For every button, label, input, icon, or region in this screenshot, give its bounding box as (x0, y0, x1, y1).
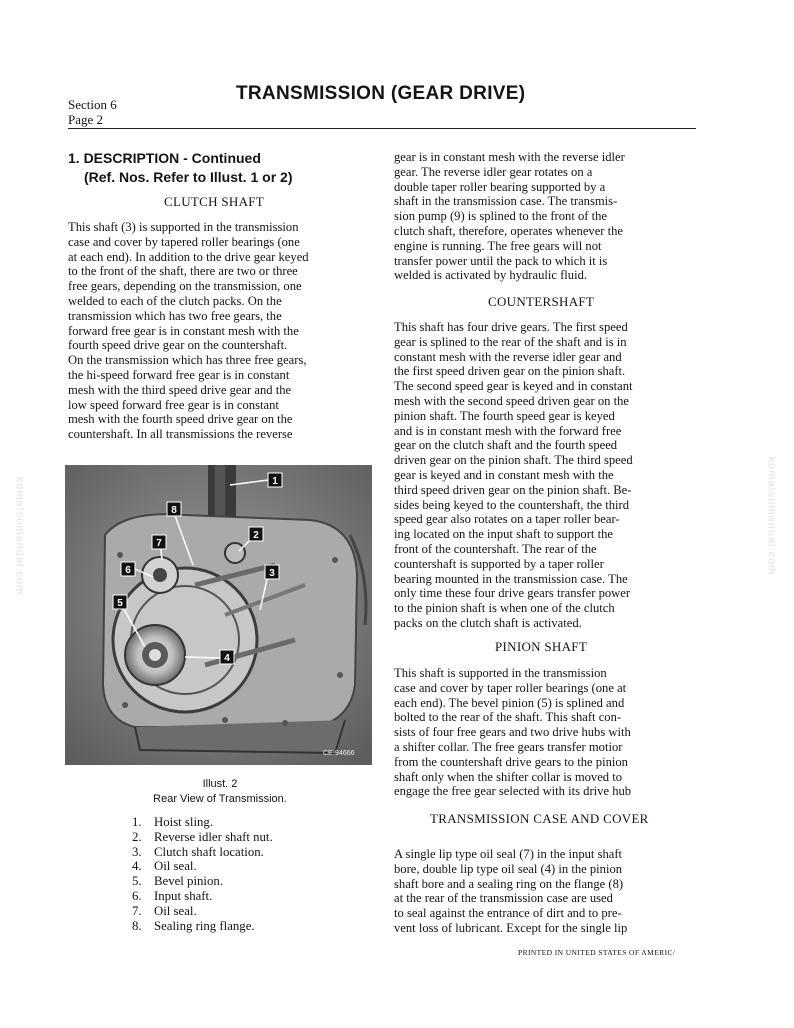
callout-3 (265, 565, 279, 579)
callout-7-label: 7 (156, 538, 162, 549)
callout-8 (167, 502, 181, 516)
legend-item: 8. Sealing ring flange. (132, 918, 255, 933)
callout-7 (152, 535, 166, 549)
legend-item: 1. Hoist sling. (132, 815, 214, 829)
case-cover-text: A single lip type oil seal (7) in the input shaft bore, double lip type oil seal (4) in the pinion shaft bore and a sealing ring on the flange (8) at the rear of the transmission case are used to seal against the entrance of dirt and to pre- vent loss of lubricant. Except for the single lip (394, 847, 628, 935)
callout-5-label: 5 (117, 598, 123, 609)
transmission-photo (65, 465, 372, 765)
countershaft-text: This shaft has four drive gears. The first speed gear is splined to the rear of the shaft and is in constant mesh with the reverse idler gear and the first speed driven gear on the pinion shaft. The second speed gear is keyed and in constant mesh with the second speed driven gear on the pinion shaft. The fourth speed gear is keyed and is in constant mesh with the forward free gear on the clutch shaft and the fourth speed driven gear on the pinion shaft. The third speed gear is keyed and in constant mesh with the third speed driven gear on the pinion shaft. Be- sides being keyed to the countershaft, the third speed gear also rotates on a taper roller bear- ing located on the input shaft to support the front of the countershaft. The rear of the countershaft is supported by a taper roller bearing mounted in the transmission case. The only time these four drive gears transfer power to the pinion shaft is when one of the clutch packs on the clutch shaft is activated. (394, 320, 633, 630)
header-rule (68, 128, 696, 129)
callout-8-label: 8 (171, 505, 177, 516)
legend-item: 5. Bevel pinion. (132, 874, 223, 889)
watermark-right: komatsumanual.com (765, 456, 778, 576)
callout-3-label: 3 (269, 568, 275, 579)
callout-1 (268, 473, 282, 487)
description-heading: 1. DESCRIPTION - Continued (68, 150, 261, 166)
illustration-caption-subtitle: Rear View of Transmission. (153, 793, 287, 805)
page-label: Page 2 (68, 112, 104, 127)
illustration-legend (132, 815, 273, 933)
clutch-shaft-text-continued: gear is in constant mesh with the reverse idler gear. The reverse idler gear rotates on a double taper roller bearing supported by a shaft in the transmission case. The transmis- sion pump (9) is splined to the front of the clutch shaft, therefore, operates whenever the engine is running. The free gears will not transfer power until the pack to which it is welded is activated by hydraulic fluid. (394, 150, 625, 283)
countershaft-heading: COUNTERSHAFT (488, 294, 595, 309)
document-title: TRANSMISSION (GEAR DRIVE) (236, 83, 526, 104)
callout-2 (249, 527, 263, 541)
pinion-shaft-heading: PINION SHAFT (495, 639, 588, 654)
callout-6 (121, 562, 135, 576)
watermark-left: komatsumanual.com (13, 476, 26, 596)
legend-item: 3. Clutch shaft location. (132, 844, 264, 859)
callout-5 (113, 595, 127, 609)
clutch-shaft-heading: CLUTCH SHAFT (164, 194, 265, 209)
description-reference: (Ref. Nos. Refer to Illust. 1 or 2) (84, 169, 293, 185)
photo-code: CE-94666 (323, 750, 355, 757)
callout-1-label: 1 (272, 476, 278, 487)
callout-4-label: 4 (224, 653, 230, 664)
legend-item: 7. Oil seal. (132, 903, 197, 918)
callout-6-label: 6 (125, 565, 131, 576)
case-cover-heading: TRANSMISSION CASE AND COVER (430, 811, 649, 826)
legend-item: 2. Reverse idler shaft nut. (132, 829, 273, 844)
illustration-caption-title: Illust. 2 (202, 778, 238, 790)
legend-item: 6. Input shaft. (132, 888, 213, 903)
clutch-shaft-text: This shaft (3) is supported in the transmission case and cover by tapered roller bearings (one at each end). In addition to the drive gear keyed to the front of the shaft, there are two or three free gears, depending on the transmission, one welded to each of the clutch packs. On the transmission which has two free gears, the forward free gear is in constant mesh with the fourth speed drive gear on the countershaft. On the transmission which has three free gears, the hi-speed forward free gear is in constant mesh with the third speed drive gear and the low speed forward free gear is in constant mesh with the fourth speed drive gear on the countershaft. In all transmissions the reverse (68, 220, 309, 442)
transmission-illustration (65, 465, 372, 765)
section-label: Section 6 (68, 97, 117, 112)
printed-notice: PRINTED IN UNITED STATES OF AMERIC/ (518, 948, 676, 957)
legend-item: 4. Oil seal. (132, 859, 197, 874)
callout-2-label: 2 (253, 530, 259, 541)
pinion-shaft-text: This shaft is supported in the transmission case and cover by taper roller bearings (one at each end). The bevel pinion (5) is splined and bolted to the rear of the shaft. This shaft con- sists of four free gears and two drive hubs with a shifter collar. The free gears transfer motior from the countershaft drive gears to the pinion shaft only when the shifter collar is moved to engage the free gear selected with its drive hub (394, 666, 632, 799)
callout-4 (220, 650, 234, 664)
